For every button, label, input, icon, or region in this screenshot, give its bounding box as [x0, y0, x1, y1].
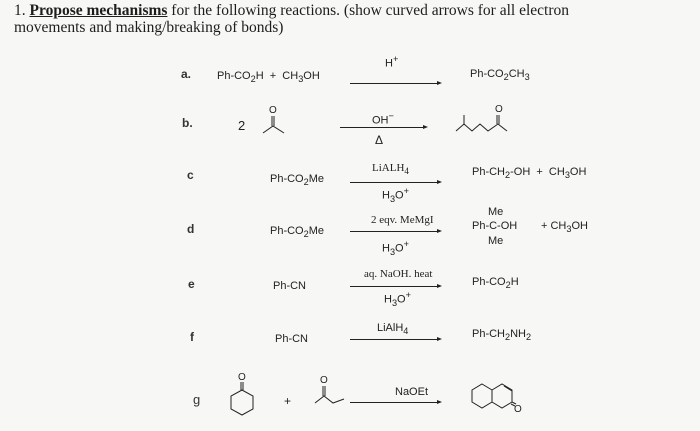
row-g-arrow: [350, 402, 438, 403]
cyclohexanone-oxygen: O: [238, 372, 246, 383]
row-g-reagent-top: NaOEt: [395, 386, 429, 398]
question-number: 1.: [14, 2, 26, 19]
row-d-product-extra: + $CH_3OH$: [541, 220, 588, 235]
row-c-product: $Ph-CH_2-OH + CH_3OH$: [472, 166, 587, 181]
row-g-plus: +: [284, 394, 292, 408]
row-e-reagent-bottom: $H_3O^+$: [384, 290, 411, 308]
row-d-reagent-top: 2 eqv. MeMgI: [371, 214, 434, 226]
row-c-reagent-top: LiALH$_4$: [372, 162, 409, 177]
row-e-reagent-top: aq. NaOH. heat: [364, 268, 433, 280]
row-b-arrow: [340, 127, 424, 128]
row-f-product: $Ph-CH_2NH_2$: [472, 328, 532, 343]
row-c-reactant: $Ph-CO_2Me$: [270, 173, 324, 188]
cyclohexanone-structure: [228, 372, 274, 422]
annulation-product-structure: [470, 376, 530, 416]
row-c-label: c: [187, 168, 194, 182]
row-d-reagent-bottom: $H_3O^+$: [382, 239, 409, 257]
row-d-reactant: $Ph-CO_2Me$: [270, 225, 324, 240]
row-d-product-mid: Ph-C-OH: [472, 220, 518, 232]
row-b-label: b.: [182, 116, 193, 130]
aldol-product-structure: [452, 104, 512, 134]
row-d-label: d: [187, 222, 195, 236]
row-a-reagent: H+: [385, 54, 399, 70]
aldol-product-oxygen: O: [495, 104, 503, 115]
row-d-product-bottom: Me: [488, 235, 504, 247]
question-title-bold: Propose mechanisms: [29, 2, 168, 19]
row-e-label: e: [188, 277, 195, 291]
row-f-label: f: [190, 330, 194, 344]
row-a-arrow: [350, 83, 438, 84]
row-c-reagent-bottom: $H_3O^+$: [382, 186, 409, 204]
acetone-oxygen: O: [269, 105, 277, 116]
row-d-arrow: [350, 231, 438, 232]
question-line-2: movements and making/breaking of bonds): [14, 19, 284, 36]
row-g-label: g: [193, 392, 201, 407]
row-f-arrow: [350, 339, 438, 340]
row-d-product-top: Me: [488, 206, 504, 218]
row-b-reagent-bottom: Δ: [375, 133, 384, 147]
row-e-reactant: Ph-CN: [273, 280, 307, 292]
annulation-product-oxygen: O: [514, 404, 522, 415]
butanone-oxygen: O: [320, 375, 328, 386]
row-a-label: a.: [181, 67, 192, 81]
row-c-arrow: [350, 182, 438, 183]
question-line-1: [14, 2, 569, 20]
row-f-reactant: Ph-CN: [275, 333, 309, 345]
row-a-product: $Ph-CO_2CH_3$: [470, 68, 530, 83]
butanone-structure: [306, 375, 352, 407]
row-a-reactant: $Ph-CO_2H + CH_3OH$: [217, 70, 320, 85]
row-b-reagent-top: OH−: [372, 111, 394, 127]
row-f-reagent-top: LiAlH$_4$: [377, 322, 409, 337]
question-title-rest: for the following reactions. (show curved arrows for all electron: [167, 2, 569, 19]
acetone-structure: [254, 106, 304, 136]
row-e-product: $Ph-CO_2H$: [472, 276, 519, 291]
row-b-coefficient: 2: [238, 118, 246, 133]
row-e-arrow: [350, 286, 438, 287]
